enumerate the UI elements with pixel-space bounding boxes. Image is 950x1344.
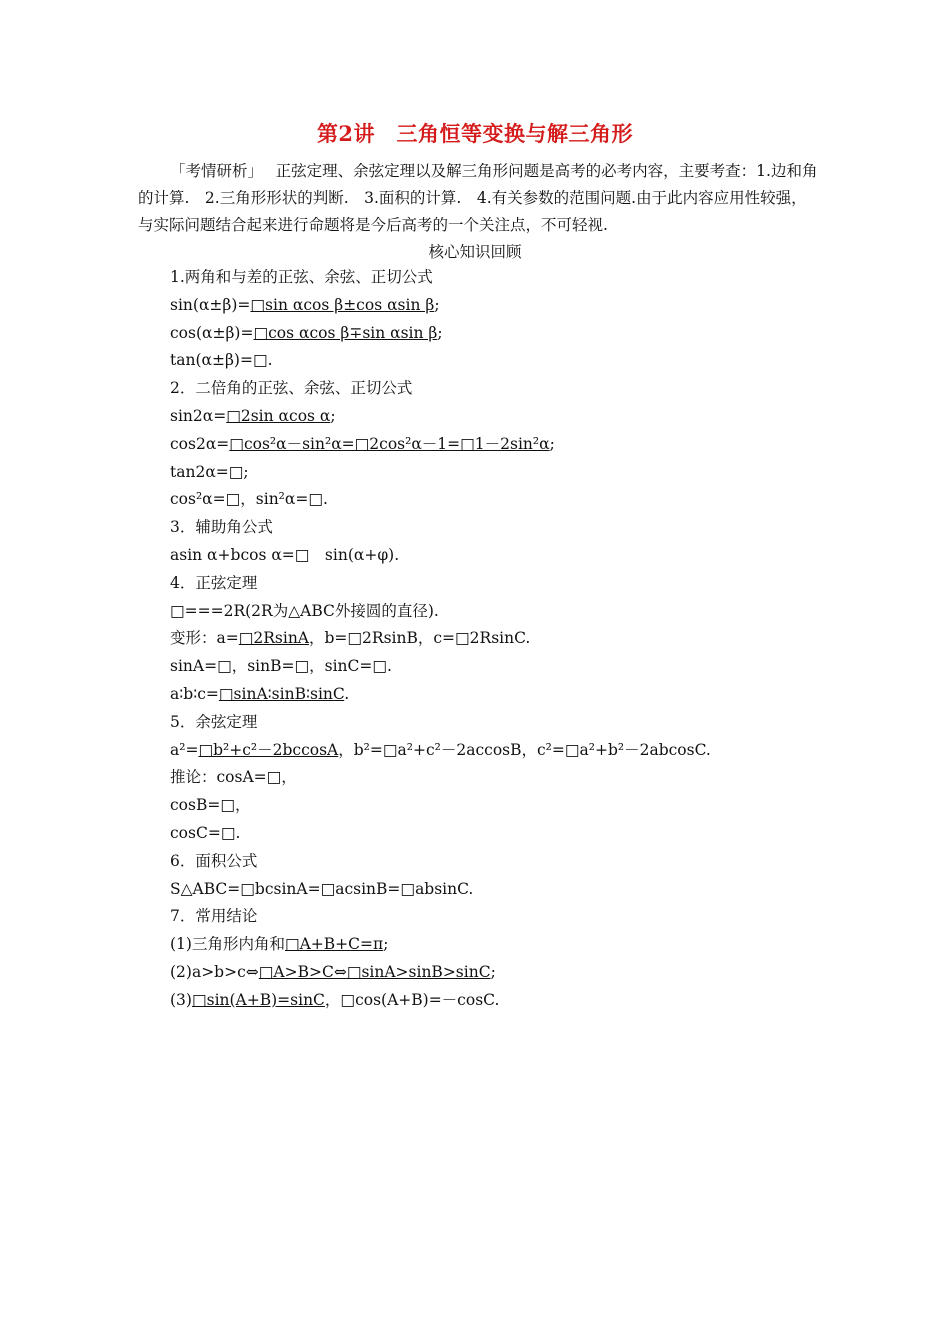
page-title: 第2讲 三角恒等变换与解三角形 [316, 121, 634, 146]
formula-line [170, 431, 870, 459]
answer-text: □sinA∶sinB∶sinC [218, 684, 345, 703]
line-text: ; [383, 935, 389, 954]
line-text: 7．常用结论 [170, 907, 258, 926]
line-text: 4．正弦定理 [170, 573, 258, 592]
line-text: 3．辅助角公式 [170, 518, 273, 537]
answer-text: □sin(A+B)=sinC [191, 990, 325, 1009]
line-text: (2)a>b>c⇔ [170, 962, 259, 981]
formula-line [170, 931, 870, 959]
formula-line [170, 375, 870, 403]
line-text: 1.两角和与差的正弦、余弦、正切公式 [170, 268, 433, 286]
line-text: sinA=□，sinB=□，sinC=□. [170, 657, 392, 676]
line-text: cosB=□， [170, 796, 251, 815]
formula-line [170, 709, 870, 737]
line-text: 2．二倍角的正弦、余弦、正切公式 [170, 379, 413, 398]
line-text: a∶b∶c= [170, 684, 219, 703]
intro-text: 「考情研析」 正弦定理、余弦定理以及解三角形问题是高考的必考内容，主要考查：1.边和角的计算. 2.三角形形状的判断. 3.面积的计算. 4.有关参数的范围问题.由于此内容应用性较强，与实际问题结合起来进行命题将是今后高考的一个关注点，不可轻视. [138, 162, 818, 234]
answer-text: □A+B+C=π [284, 935, 384, 954]
answer-text: □sin αcos β±cos αsin β [250, 295, 435, 314]
formula-line [170, 570, 870, 598]
line-text: sin2α= [170, 406, 227, 425]
formula-line [170, 542, 870, 570]
line-text: 6．面积公式 [170, 851, 258, 870]
formula-line [170, 459, 870, 487]
line-text: (1)三角形内角和 [170, 935, 285, 954]
line-text: tan2α=□; [170, 462, 249, 481]
intro-paragraph [138, 158, 818, 239]
line-text: ，□cos(A+B)=－cosC. [324, 990, 500, 1009]
formula-line [170, 848, 870, 876]
line-text: cos2α= [170, 434, 230, 453]
line-text: 变形：a= [170, 629, 239, 648]
line-text: ，b=□2RsinB，c=□2RsinC. [309, 629, 531, 648]
line-text: cos²α=□，sin²α=□. [170, 490, 328, 509]
line-text: asin α+bcos α=□ sin(α+φ). [170, 545, 400, 564]
formula-line [170, 764, 870, 792]
line-text: ; [434, 295, 440, 314]
formula-line [170, 876, 870, 904]
formula-line [170, 792, 870, 820]
formula-line [170, 959, 870, 987]
line-text: (3) [170, 990, 192, 1009]
formula-line [170, 486, 870, 514]
formula-line [170, 292, 870, 320]
line-text: ; [490, 962, 496, 981]
line-text: □===2R(2R为△ABC外接圆的直径). [170, 601, 439, 620]
line-text: ; [549, 434, 555, 453]
line-text: 推论：cosA=□， [170, 768, 297, 787]
line-text: cosC=□. [170, 823, 241, 842]
line-text: tan(α±β)=□. [170, 351, 273, 370]
formula-line [170, 737, 870, 765]
answer-text: □cos αcos β∓sin αsin β [253, 323, 438, 342]
formula-line [170, 403, 870, 431]
formula-line [170, 320, 870, 348]
answer-text: □b²+c²－2bccosA [198, 740, 339, 759]
answer-text: □A>B>C⇔□sinA>sinB>sinC [258, 962, 491, 981]
formula-line [170, 820, 870, 848]
formula-line [170, 514, 870, 542]
formula-line [170, 653, 870, 681]
line-text: sin(α±β)= [170, 295, 251, 314]
line-text: . [344, 684, 350, 703]
line-text: S△ABC=□bcsinA=□acsinB=□absinC. [170, 879, 474, 898]
answer-text: □2sin αcos α [226, 406, 331, 425]
formula-line [170, 987, 870, 1015]
line-text: ; [437, 323, 443, 342]
formula-line [170, 598, 870, 626]
section-heading: 核心知识回顾 [428, 243, 522, 261]
line-text: ; [330, 406, 336, 425]
formula-line [170, 681, 870, 709]
formula-line [170, 625, 870, 653]
formula-list [170, 264, 870, 1015]
answer-text: □cos²α－sin²α=□2cos²α－1=□1－2sin²α [229, 434, 550, 453]
line-text: cos(α±β)= [170, 323, 254, 342]
line-text: 5．余弦定理 [170, 712, 258, 731]
line-text: ，b²=□a²+c²－2accosB，c²=□a²+b²－2abcosC. [338, 740, 711, 759]
formula-line [170, 347, 870, 375]
line-text: a²= [170, 740, 199, 759]
formula-line [170, 264, 870, 292]
formula-line [170, 903, 870, 931]
answer-text: □2RsinA [238, 629, 309, 648]
